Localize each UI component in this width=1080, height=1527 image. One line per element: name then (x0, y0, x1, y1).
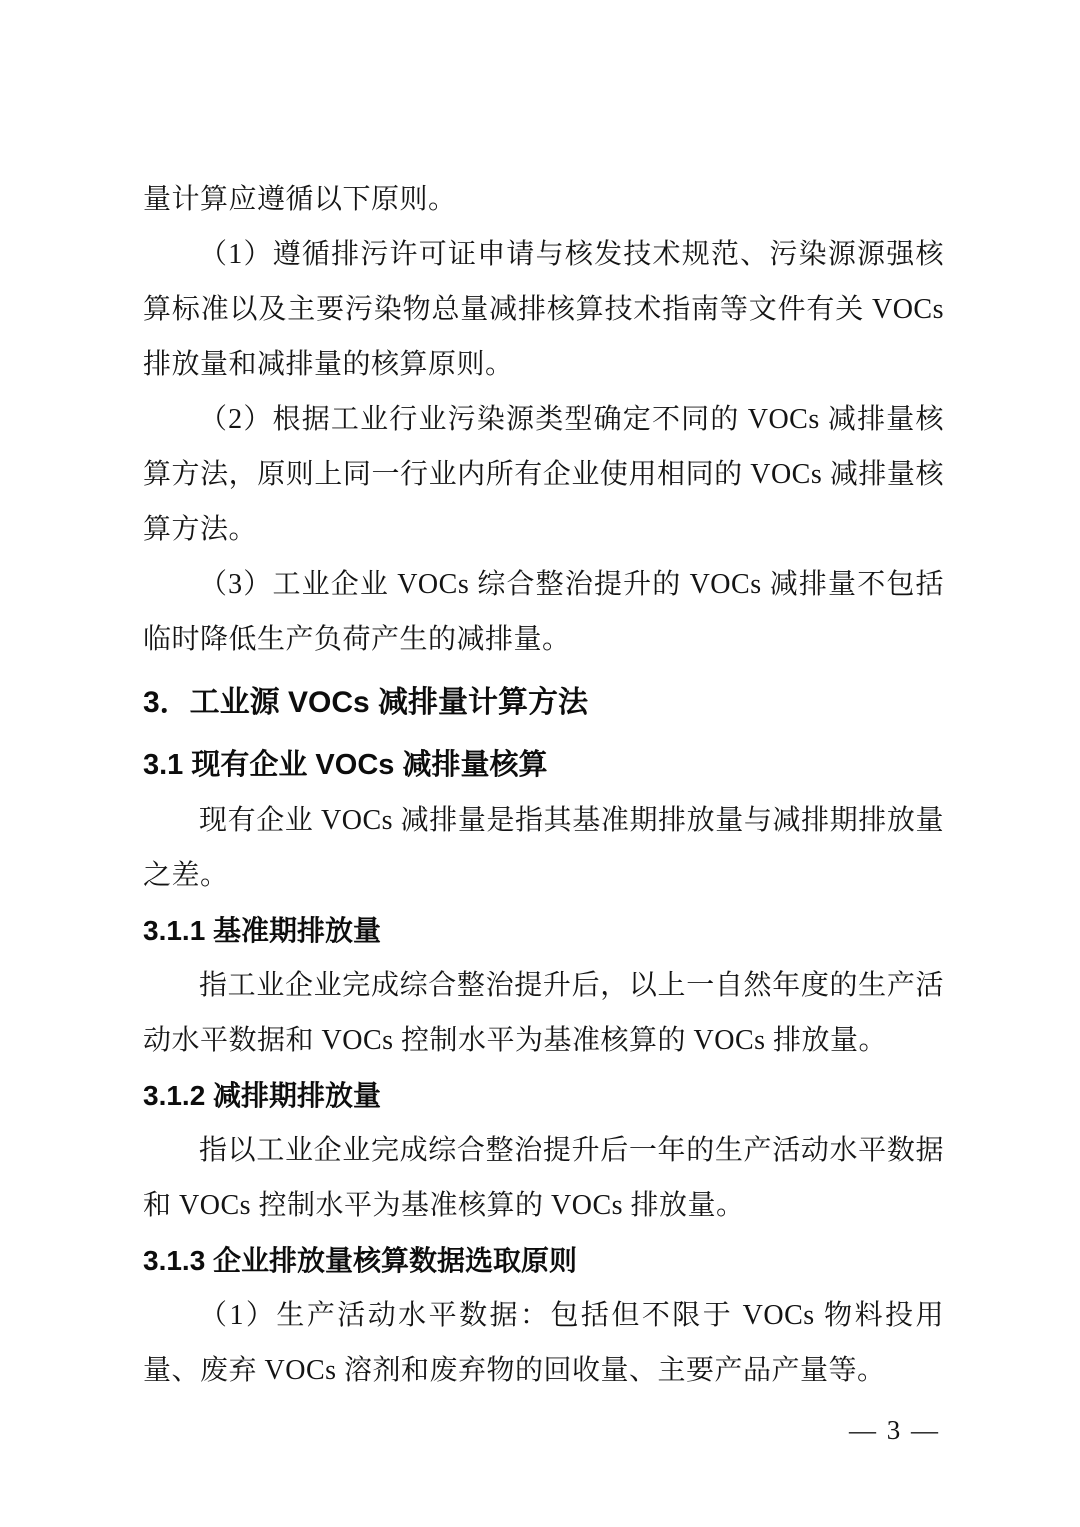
body-paragraph-data-selection: （1）生产活动水平数据：包括但不限于 VOCs 物料投用量、废弃 VOCs 溶剂和废弃物的回收量、主要产品产量等。 (143, 1300, 944, 1386)
subsubsection-heading-3-1-1: 3.1.1 基准期排放量 (143, 915, 382, 946)
body-paragraph-principle-1: （1）遵循排污许可证申请与核发技术规范、污染源源强核算标准以及主要污染物总量减排核算技术指南等文件有关 VOCs 排放量和减排量的核算原则。 (143, 239, 944, 380)
section-heading-3: 3．工业源 VOCs 减排量计算方法 (143, 686, 589, 719)
subsubsection-heading-3-1-3: 3.1.3 企业排放量核算数据选取原则 (143, 1245, 578, 1276)
document-body (143, 172, 944, 1450)
subsection-heading-3-1: 3.1 现有企业 VOCs 减排量核算 (143, 749, 548, 781)
subsubsection-heading-3-1-2: 3.1.2 减排期排放量 (143, 1080, 382, 1111)
body-paragraph-baseline-period: 指工业企业完成综合整治提升后，以上一自然年度的生产活动水平数据和 VOCs 控制水平为基准核算的 VOCs 排放量。 (143, 970, 944, 1056)
body-paragraph-existing-enterprise: 现有企业 VOCs 减排量是指其基准期排放量与减排期排放量之差。 (143, 805, 944, 891)
body-paragraph-continued: 量计算应遵循以下原则。 (143, 184, 457, 215)
body-paragraph-principle-2: （2）根据工业行业污染源类型确定不同的 VOCs 减排量核算方法，原则上同一行业内所有企业使用相同的 VOCs 减排量核算方法。 (143, 404, 944, 545)
page-number: — 3 — (849, 1415, 940, 1445)
body-paragraph-principle-3: （3）工业企业 VOCs 综合整治提升的 VOCs 减排量不包括临时降低生产负荷产生的减排量。 (143, 569, 944, 655)
body-paragraph-reduction-period: 指以工业企业完成综合整治提升后一年的生产活动水平数据和 VOCs 控制水平为基准核算的 VOCs 排放量。 (143, 1135, 944, 1221)
